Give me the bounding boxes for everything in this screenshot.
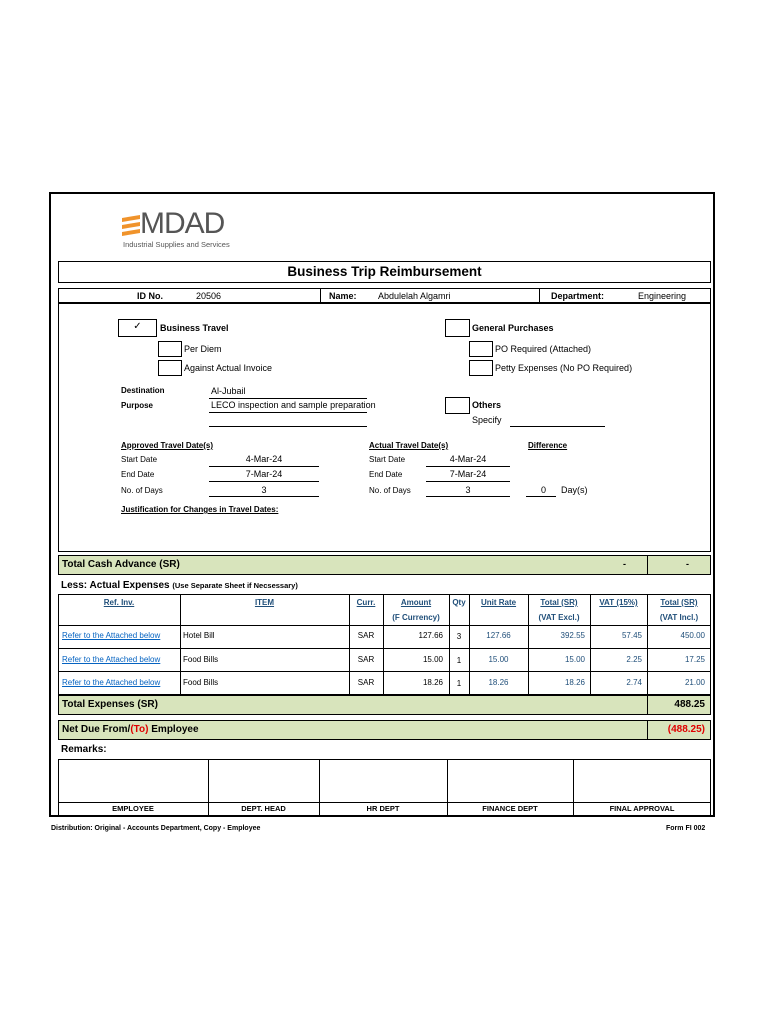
general-purchases-checkbox[interactable] bbox=[445, 319, 470, 337]
id-label: ID No. bbox=[137, 291, 163, 301]
department-value: Engineering bbox=[638, 291, 687, 301]
check-icon: ✓ bbox=[133, 321, 142, 332]
table-row-ref-link[interactable]: Refer to the Attached below bbox=[62, 655, 161, 664]
petty-expenses-checkbox[interactable] bbox=[469, 360, 493, 376]
col-amount-sub-header: (F Currency) bbox=[392, 613, 440, 622]
logo-stripes-icon bbox=[120, 214, 142, 236]
table-row-total: 18.26 bbox=[564, 678, 585, 687]
table-row-amount: 127.66 bbox=[418, 631, 443, 640]
signature-hr-dept: HR DEPT bbox=[366, 804, 400, 813]
col-curr-header: Curr. bbox=[356, 598, 376, 607]
approved-days-label: No. of Days bbox=[121, 486, 163, 495]
table-row-unit-rate: 127.66 bbox=[486, 631, 511, 640]
signature-employee: EMPLOYEE bbox=[112, 804, 154, 813]
table-row-ref-link[interactable]: Refer to the Attached below bbox=[62, 631, 161, 640]
table-row-amount: 15.00 bbox=[422, 655, 443, 664]
others-label: Others bbox=[472, 400, 502, 410]
actual-dates-title: Actual Travel Date(s) bbox=[369, 441, 449, 450]
total-expenses-value: 488.25 bbox=[674, 699, 705, 710]
table-row-qty: 1 bbox=[456, 656, 462, 665]
actual-end-value: 7-Mar-24 bbox=[449, 469, 487, 479]
po-required-label: PO Required (Attached) bbox=[495, 344, 592, 354]
table-row-vat: 2.74 bbox=[626, 678, 642, 687]
actual-invoice-label: Against Actual Invoice bbox=[184, 363, 273, 373]
cash-advance-value: - bbox=[623, 559, 626, 569]
general-purchases-label: General Purchases bbox=[472, 323, 554, 333]
cash-advance-label: Total Cash Advance (SR) bbox=[62, 559, 180, 570]
table-row-total: 15.00 bbox=[564, 655, 585, 664]
table-row-qty: 1 bbox=[456, 679, 462, 688]
justification-label: Justification for Changes in Travel Dates: bbox=[121, 505, 279, 514]
table-row-total-incl: 17.25 bbox=[684, 655, 705, 664]
col-unit-rate-header: Unit Rate bbox=[480, 598, 517, 607]
total-expenses-label: Total Expenses (SR) bbox=[62, 699, 158, 710]
page-title: Business Trip Reimbursement bbox=[287, 264, 482, 279]
remarks-label: Remarks: bbox=[61, 744, 107, 755]
table-row-total: 392.55 bbox=[560, 631, 585, 640]
actual-end-label: End Date bbox=[369, 470, 403, 479]
po-required-checkbox[interactable] bbox=[469, 341, 493, 357]
others-checkbox[interactable] bbox=[445, 397, 470, 414]
net-due-label bbox=[62, 725, 199, 735]
actual-start-value: 4-Mar-24 bbox=[449, 454, 487, 464]
actual-days-label: No. of Days bbox=[369, 486, 411, 495]
id-value: 20506 bbox=[196, 291, 222, 301]
table-row-vat: 2.25 bbox=[626, 655, 642, 664]
net-due-label-a: Net Due From/ bbox=[62, 724, 131, 735]
signature-dept-head: DEPT. HEAD bbox=[241, 804, 286, 813]
col-item-header: ITEM bbox=[254, 598, 275, 607]
business-travel-label: Business Travel bbox=[160, 323, 229, 333]
signature-final-approval: FINAL APPROVAL bbox=[609, 804, 675, 813]
department-label: Department: bbox=[551, 291, 605, 301]
col-total-incl-header: Total (SR) bbox=[660, 598, 698, 607]
difference-title: Difference bbox=[528, 441, 568, 450]
net-due-label-to: (To) bbox=[130, 724, 149, 735]
table-row-item: Food Bills bbox=[183, 655, 219, 664]
col-total-header: Total (SR) bbox=[540, 598, 578, 607]
table-row-curr: SAR bbox=[357, 655, 375, 664]
petty-expenses-label: Petty Expenses (No PO Required) bbox=[495, 363, 633, 373]
col-ref-header: Ref. Inv. bbox=[103, 598, 135, 607]
col-amount-header: Amount bbox=[400, 598, 432, 607]
table-row-item: Food Bills bbox=[183, 678, 219, 687]
table-row-curr: SAR bbox=[357, 631, 375, 640]
form-number: Form FI 002 bbox=[666, 825, 706, 832]
table-row-amount: 18.26 bbox=[422, 678, 443, 687]
name-value: Abdulelah Algamri bbox=[378, 291, 451, 301]
col-vat-header: VAT (15%) bbox=[599, 598, 638, 607]
details-box bbox=[58, 303, 711, 552]
name-label: Name: bbox=[329, 291, 357, 301]
company-logo bbox=[118, 208, 248, 252]
approved-dates-title: Approved Travel Date(s) bbox=[121, 441, 214, 450]
signature-finance-dept: FINANCE DEPT bbox=[482, 804, 538, 813]
purpose-value: LECO inspection and sample preparation bbox=[211, 400, 376, 410]
difference-value: 0 bbox=[540, 485, 546, 495]
expenses-title-text: Less: Actual Expenses bbox=[61, 580, 170, 591]
expenses-title bbox=[61, 581, 298, 591]
cash-advance-value-2: - bbox=[686, 559, 689, 569]
col-qty-header: Qty bbox=[452, 598, 466, 607]
specify-label: Specify bbox=[472, 415, 502, 425]
destination-label: Destination bbox=[121, 386, 165, 395]
table-row-curr: SAR bbox=[357, 678, 375, 687]
destination-value: Al-Jubail bbox=[211, 386, 246, 396]
per-diem-label: Per Diem bbox=[184, 344, 222, 354]
distribution-note: Distribution: Original - Accounts Department, Copy - Employee bbox=[51, 825, 261, 832]
table-row-item: Hotel Bill bbox=[183, 631, 215, 640]
table-row-total-incl: 21.00 bbox=[684, 678, 705, 687]
table-row-vat: 57.45 bbox=[621, 631, 642, 640]
table-row-unit-rate: 15.00 bbox=[488, 655, 509, 664]
actual-days-value: 3 bbox=[465, 485, 471, 495]
net-due-label-b: Employee bbox=[148, 724, 199, 735]
actual-invoice-checkbox[interactable] bbox=[158, 360, 182, 376]
approved-start-label: Start Date bbox=[121, 455, 158, 464]
actual-start-label: Start Date bbox=[369, 455, 406, 464]
approved-end-label: End Date bbox=[121, 470, 155, 479]
col-total-incl-sub-header: (VAT Incl.) bbox=[659, 613, 699, 622]
table-row-total-incl: 450.00 bbox=[680, 631, 705, 640]
per-diem-checkbox[interactable] bbox=[158, 341, 182, 357]
logo-text: MDAD bbox=[140, 207, 225, 240]
col-total-sub-header: (VAT Excl.) bbox=[538, 613, 580, 622]
table-row-ref-link[interactable]: Refer to the Attached below bbox=[62, 678, 161, 687]
expenses-note: (Use Separate Sheet if Necsessary) bbox=[172, 581, 298, 590]
logo-tagline: Industrial Supplies and Services bbox=[123, 240, 230, 249]
table-row-unit-rate: 18.26 bbox=[488, 678, 509, 687]
net-due-value: (488.25) bbox=[667, 724, 705, 735]
approved-days-value: 3 bbox=[261, 485, 267, 495]
purpose-label: Purpose bbox=[121, 401, 154, 410]
days-unit: Day(s) bbox=[561, 485, 588, 495]
table-row-qty: 3 bbox=[456, 632, 462, 641]
approved-start-value: 4-Mar-24 bbox=[245, 454, 283, 464]
approved-end-value: 7-Mar-24 bbox=[245, 469, 283, 479]
